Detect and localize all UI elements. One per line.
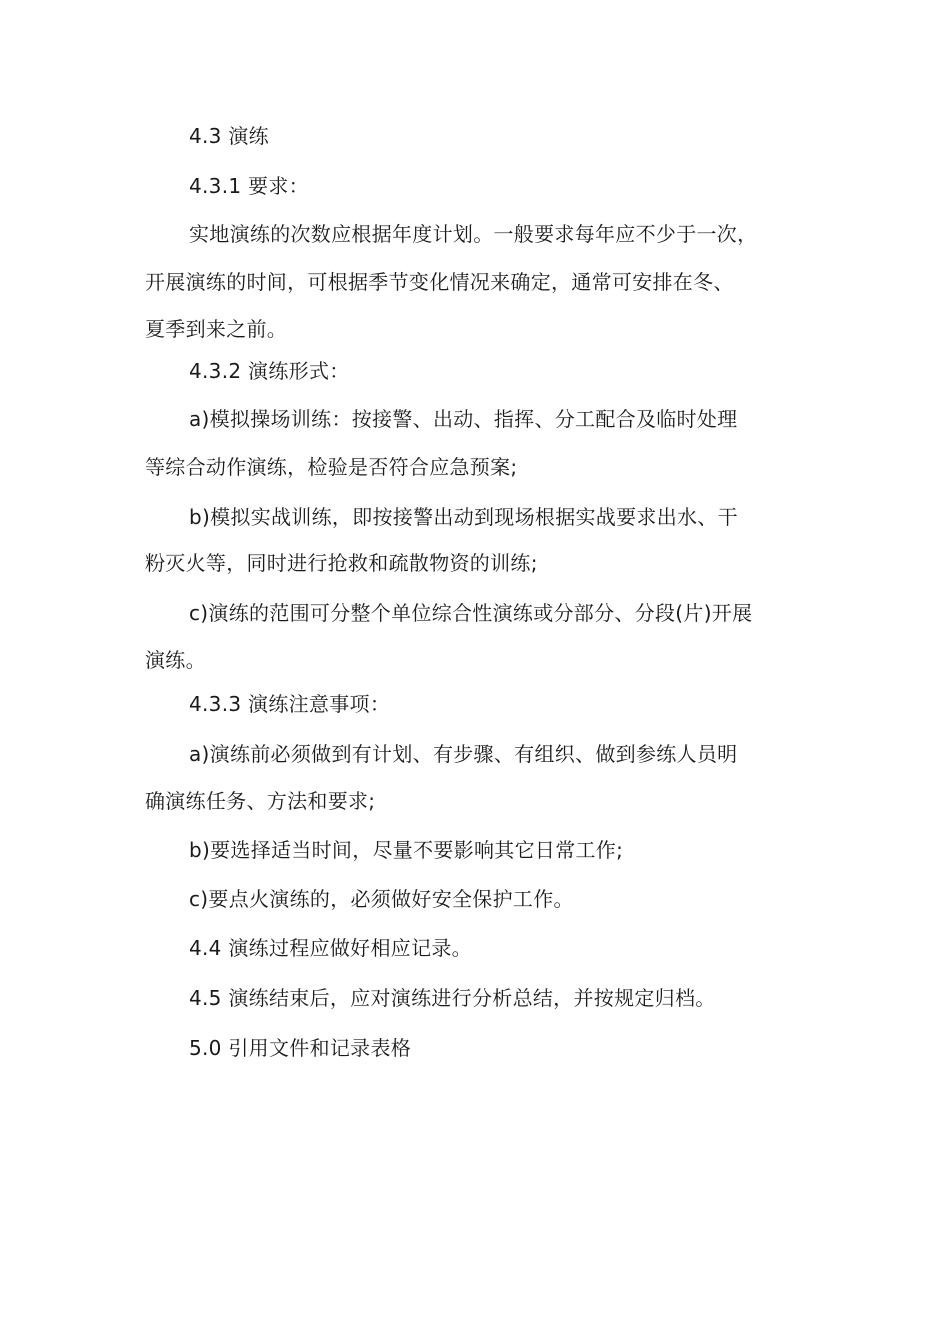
list-item-line: c)要点火演练的，必须做好安全保护工作。 — [189, 887, 574, 911]
list-item-line: b)要选择适当时间，尽量不要影响其它日常工作; — [189, 838, 624, 862]
heading-4-3: 4.3 演练 — [189, 124, 269, 148]
heading-4-3-3: 4.3.3 演练注意事项： — [189, 692, 391, 716]
list-item-line: 等综合动作演练，检验是否符合应急预案; — [145, 455, 518, 479]
heading-4-3-1: 4.3.1 要求： — [189, 174, 309, 198]
list-item-line: b)模拟实战训练，即按接警出动到现场根据实战要求出水、干 — [189, 505, 738, 529]
list-item-line: 演练。 — [145, 648, 206, 672]
paragraph-line: 开展演练的时间，可根据季节变化情况来确定，通常可安排在冬、 — [145, 270, 734, 294]
list-item-line: a)模拟操场训练：按接警、出动、指挥、分工配合及临时处理 — [189, 407, 738, 431]
list-item-line: 粉灭火等，同时进行抢救和疏散物资的训练; — [145, 551, 538, 575]
heading-4-3-2: 4.3.2 演练形式： — [189, 359, 350, 383]
list-item-line: a)演练前必须做到有计划、有步骤、有组织、做到参练人员明 — [189, 742, 738, 766]
list-item-line: c)演练的范围可分整个单位综合性演练或分部分、分段(片)开展 — [189, 601, 753, 625]
list-item-line: 确演练任务、方法和要求; — [145, 789, 376, 813]
heading-4-4: 4.4 演练过程应做好相应记录。 — [189, 936, 472, 960]
paragraph-line: 夏季到来之前。 — [145, 317, 288, 341]
heading-5-0: 5.0 引用文件和记录表格 — [189, 1036, 412, 1060]
paragraph-line: 实地演练的次数应根据年度计划。一般要求每年应不少于一次， — [189, 222, 758, 246]
heading-4-5: 4.5 演练结束后，应对演练进行分析总结，并按规定归档。 — [189, 986, 716, 1010]
